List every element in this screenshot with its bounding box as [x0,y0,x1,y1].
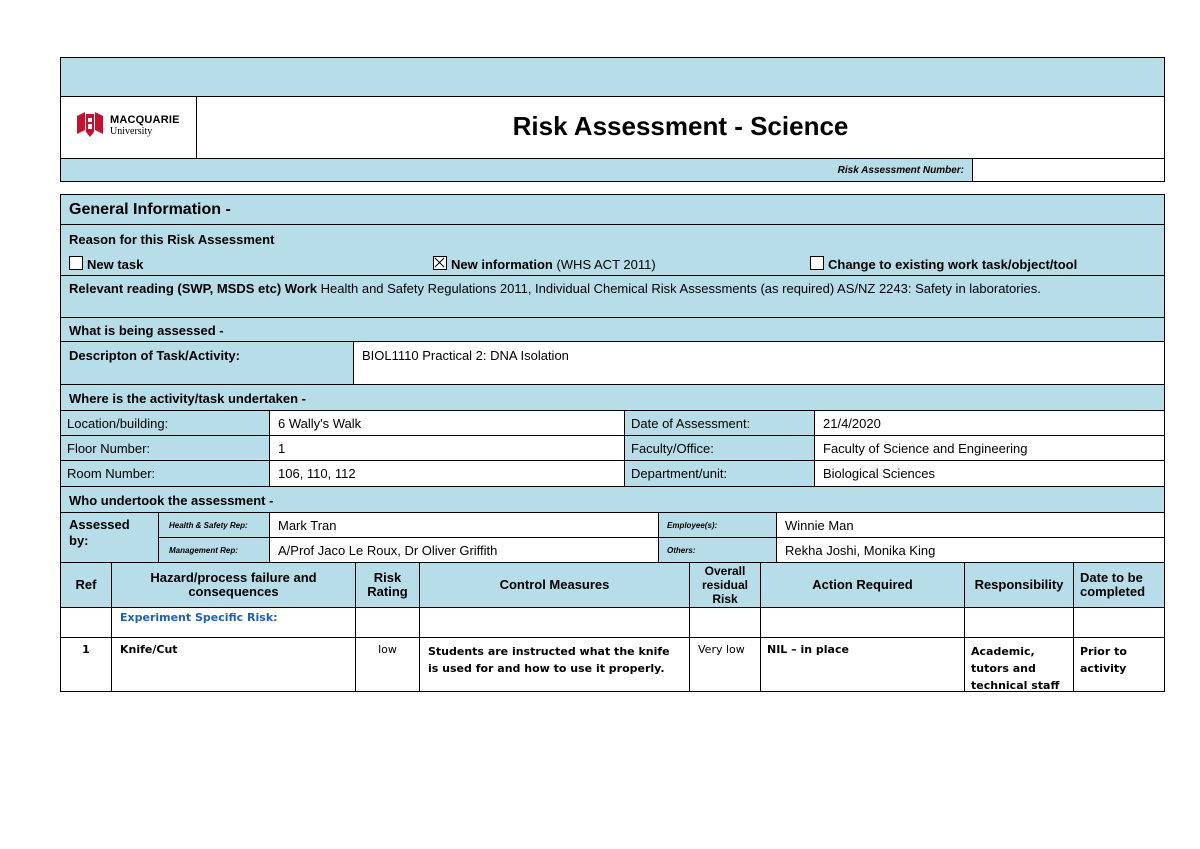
section-residual [689,607,761,638]
mgmt-rep-value[interactable]: A/Prof Jaco Le Roux, Dr Oliver Griffith [269,537,659,563]
section-action [760,607,965,638]
logo-line1: MACQUARIE [110,114,180,126]
logo-line2: University [110,126,153,137]
col-header-risk-rating: Risk Rating [355,562,420,608]
col-header-control: Control Measures [419,562,690,608]
col-header-ref: Ref [60,562,112,608]
mgmt-rep-label: Management Rep: [158,537,270,563]
option-new-task[interactable]: New task [69,256,143,272]
reading-text: Health and Safety Regulations 2011, Individual Chemical Risk Assessments (as required) AS/NZ 2243: Safety in laboratories. [317,281,1041,296]
relevant-reading [60,275,1165,318]
what-assessed-heading: What is being assessed - [60,317,1165,342]
room-value[interactable]: 106, 110, 112 [269,460,625,487]
department-label: Department/unit: [624,460,815,487]
option-change-existing[interactable]: Change to existing work task/object/tool [810,256,1077,272]
section-rating [355,607,420,638]
hs-rep-label: Health & Safety Rep: [158,512,270,538]
reason-block [60,224,1165,276]
experiment-specific-risk: Experiment Specific Risk: [111,607,356,638]
page-title: Risk Assessment - Science [512,111,849,141]
faculty-label: Faculty/Office: [624,435,815,461]
row1-control: Students are instructed what the knife is used for and how to use it properly. [419,637,690,692]
section-ref [60,607,112,638]
macquarie-lighthouse-icon [77,112,103,138]
row1-date: Prior to activity [1073,637,1165,692]
section-date [1073,607,1165,638]
col-header-hazard: Hazard/process failure and consequences [111,562,356,608]
hs-rep-value[interactable]: Mark Tran [269,512,659,538]
ra-number-label: Risk Assessment Number: [837,165,964,176]
general-info-heading [60,194,1165,225]
reading-label: Relevant reading (SWP, MSDS etc) Work [69,281,318,296]
section-responsibility [964,607,1074,638]
reason-label: Reason for this Risk Assessment [69,232,275,247]
col-header-responsibility: Responsibility [964,562,1074,608]
who-heading: Who undertook the assessment - [60,486,1165,513]
desc-value[interactable]: BIOL1110 Practical 2: DNA Isolation [353,341,1165,385]
floor-label: Floor Number: [60,435,270,461]
header-logo-cell [60,96,197,159]
assessed-by-label: Assessed by: [60,512,159,563]
where-heading: Where is the activity/task undertaken - [60,384,1165,411]
desc-label: Descripton of Task/Activity: [60,341,354,385]
header-title-cell [196,96,1165,159]
location-label: Location/building: [60,410,270,436]
checkbox-new-task[interactable] [69,256,83,270]
room-label: Room Number: [60,460,270,487]
row1-action: NIL – in place [760,637,965,692]
checkbox-change-existing[interactable] [810,256,824,270]
row1-responsibility: Academic, tutors and technical staff [964,637,1074,692]
checkbox-new-information[interactable] [433,256,447,270]
row1-residual: Very low [689,637,761,692]
row1-rating: low [355,637,420,692]
department-value[interactable]: Biological Sciences [814,460,1165,487]
floor-value[interactable]: 1 [269,435,625,461]
option-new-information[interactable]: New information (WHS ACT 2011) [433,256,656,272]
col-header-date: Date to be completed [1073,562,1165,608]
employees-value[interactable]: Winnie Man [776,512,1165,538]
employees-label: Employee(s): [658,512,777,538]
header-top-band [60,57,1165,97]
others-label: Others: [658,537,777,563]
section-control [419,607,690,638]
row1-ref: 1 [60,637,112,692]
date-label: Date of Assessment: [624,410,815,436]
ra-number-band [60,158,973,182]
others-value[interactable]: Rekha Joshi, Monika King [776,537,1165,563]
col-header-residual: Overall residual Risk [689,562,761,608]
date-value[interactable]: 21/4/2020 [814,410,1165,436]
location-value[interactable]: 6 Wally's Walk [269,410,625,436]
general-info-title: General Information - [69,201,231,218]
row1-hazard: Knife/Cut [111,637,356,692]
col-header-action: Action Required [760,562,965,608]
faculty-value[interactable]: Faculty of Science and Engineering [814,435,1165,461]
ra-number-field[interactable] [972,158,1165,182]
macquarie-logo [77,112,187,142]
